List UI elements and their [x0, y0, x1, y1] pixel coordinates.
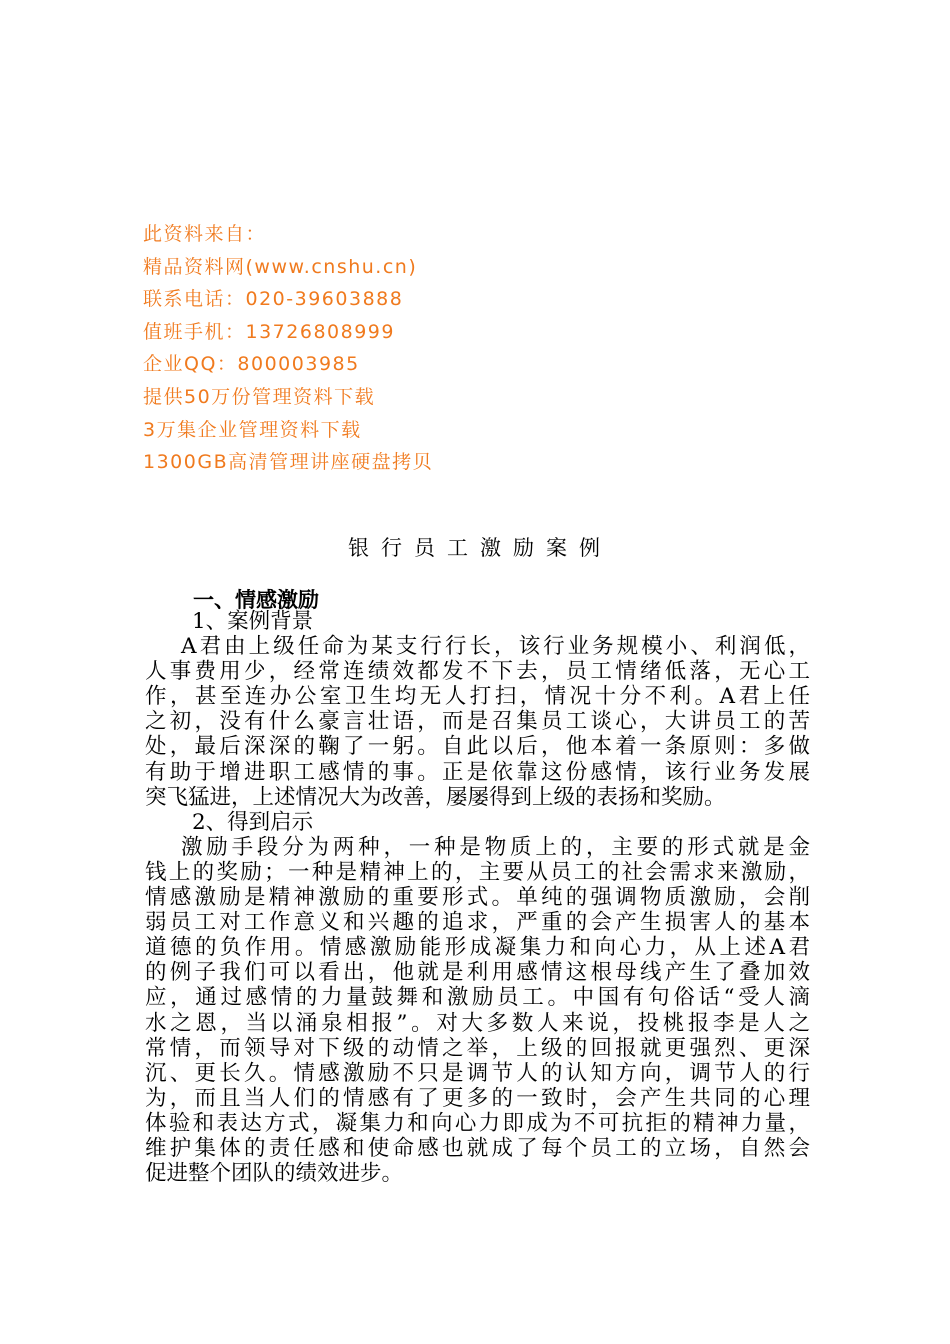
source-line-offer-3: 1300GB高清管理讲座硬盘拷贝	[143, 451, 434, 474]
source-line-offer-1: 提供50万份管理资料下载	[143, 385, 376, 408]
paragraph-1-line: 突飞猛进，上述情况大为改善，屡屡得到上级的表扬和奖励。	[145, 784, 726, 810]
paragraph-1-line: 人事费用少，经常连绩效都发不下去，员工情绪低落，无心工	[145, 659, 810, 685]
document-body	[145, 609, 810, 1186]
source-line-website: 精品资料网(www.cnshu.cn)	[143, 255, 418, 278]
paragraph-2-line: 常情，而领导对下级的动情之举，上级的回报就更强烈、更深	[145, 1035, 810, 1061]
paragraph-2-line: 沉、更长久。情感激励不只是调节人的认知方向，调节人的行	[145, 1060, 810, 1086]
document-title: 银行员工激励案例	[348, 536, 612, 560]
source-info-block	[143, 218, 643, 479]
paragraph-2-line: 水之恩，当以涌泉相报”。对大多数人来说，投桃报李是人之	[145, 1010, 810, 1036]
source-line-mobile: 值班手机：13726808999	[143, 320, 395, 343]
paragraph-2-line: 的例子我们可以看出，他就是利用感情这根母线产生了叠加效	[145, 960, 810, 986]
paragraph-2-line: 促进整个团队的绩效进步。	[145, 1161, 404, 1187]
paragraph-2-line: 维护集体的责任感和使命感也就成了每个员工的立场，自然会	[145, 1135, 810, 1161]
source-line-qq: 企业QQ：800003985	[143, 353, 360, 376]
paragraph-2-line: 体验和表达方式，凝集力和向心力即成为不可抗拒的精神力量，	[145, 1110, 810, 1136]
paragraph-1-line: 有助于增进职工感情的事。正是依靠这份感情，该行业务发展	[145, 759, 810, 785]
source-line-offer-2: 3万集企业管理资料下载	[143, 418, 362, 441]
paragraph-1-line: A君由上级任命为某支行行长，该行业务规模小、利润低，	[181, 634, 810, 660]
paragraph-2-line: 应，通过感情的力量鼓舞和激励员工。中国有句俗话“受人滴	[145, 985, 810, 1011]
paragraph-1-line: 之初，没有什么豪言壮语，而是召集员工谈心，大讲员工的苦	[145, 709, 810, 735]
subheading-insights: 2、得到启示	[192, 809, 314, 835]
paragraph-2-line: 道德的负作用。情感激励能形成凝集力和向心力，从上述A君	[145, 935, 810, 961]
paragraph-2-line: 激励手段分为两种，一种是物质上的，主要的形式就是金	[181, 834, 810, 860]
paragraph-1-line: 处，最后深深的鞠了一躬。自此以后，他本着一条原则：多做	[145, 734, 810, 760]
paragraph-1-line: 作，甚至连办公室卫生均无人打扫，情况十分不利。A君上任	[145, 684, 810, 710]
paragraph-2-line: 钱上的奖励；一种是精神上的，主要从员工的社会需求来激励，	[145, 859, 810, 885]
paragraph-2-line: 为，而且当人们的情感有了更多的一致时，会产生共同的心理	[145, 1085, 810, 1111]
subheading-case-background: 1、案例背景	[192, 609, 314, 634]
paragraph-2-line: 弱员工对工作意义和兴趣的追求，严重的会产生损害人的基本	[145, 910, 810, 936]
section-heading: 一、情感激励	[193, 588, 319, 612]
paragraph-2-line: 情感激励是精神激励的重要形式。单纯的强调物质激励，会削	[145, 885, 810, 911]
source-line-phone: 联系电话：020-39603888	[143, 288, 404, 311]
source-line-header: 此资料来自：	[143, 223, 267, 245]
